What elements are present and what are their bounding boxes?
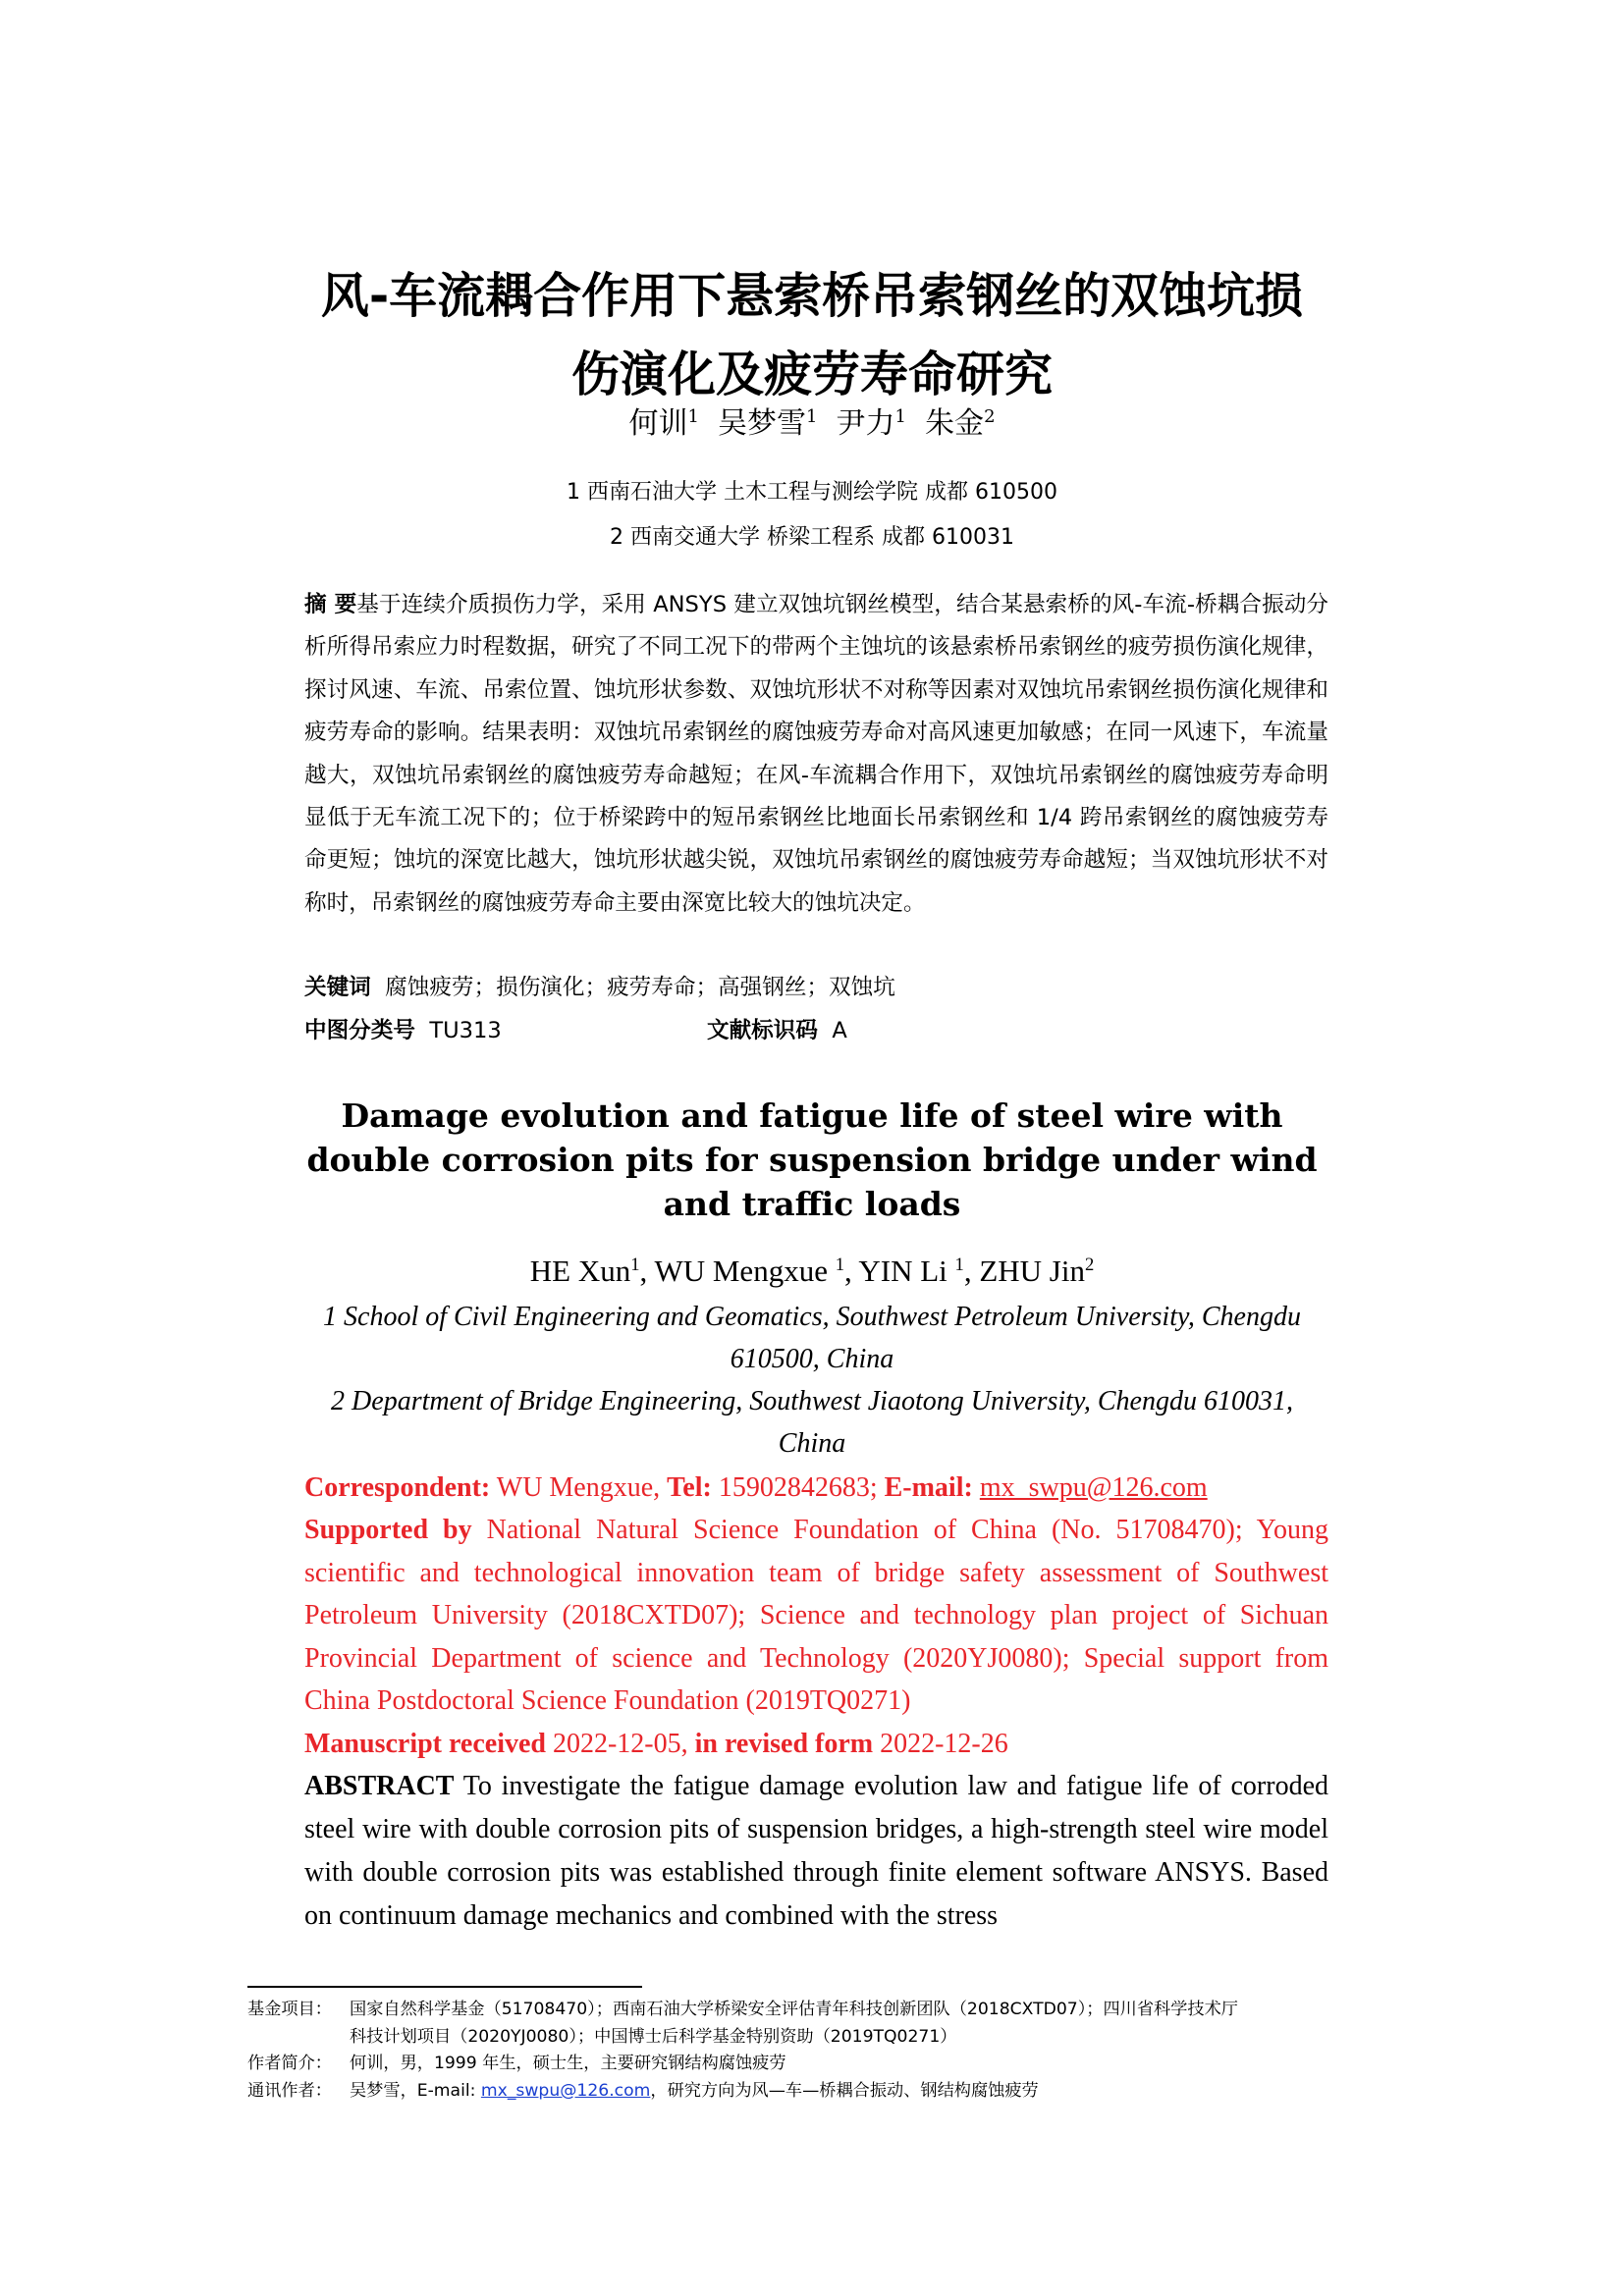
author-affiliation-mark: 1	[630, 1254, 640, 1275]
chinese-abstract-text: 基于连续介质损伤力学，采用 ANSYS 建立双蚀坑钢丝模型，结合某悬索桥的风-车流-桥耦合振动分析所得吊索应力时程数据，研究了不同工况下的带两个主蚀坑的该悬索桥吊索钢丝的疲劳损伤演化规律，探讨风速、车流、吊索位置、蚀坑形状参数、双蚀坑形状不对称等因素对双蚀坑吊索钢丝损伤演化规律和疲劳寿命的影响。结果表明：双蚀坑吊索钢丝的腐蚀疲劳寿命对高风速更加敏感；在同一风速下，车流量越大，双蚀坑吊索钢丝的腐蚀疲劳寿命越短；在风-车流耦合作用下，双蚀坑吊索钢丝的腐蚀疲劳寿命明显低于无车流工况下的；位于桥梁跨中的短吊索钢丝比地面长吊索钢丝和 1/4 跨吊索钢丝的腐蚀疲劳寿命更短；蚀坑的深宽比越大，蚀坑形状越尖锐，双蚀坑吊索钢丝的腐蚀疲劳寿命越短；当双蚀坑形状不对称时，吊索钢丝的腐蚀疲劳寿命主要由深宽比较大的蚀坑决定。	[304, 592, 1328, 916]
chinese-keywords	[304, 968, 1328, 1007]
fund-label: 基金项目：	[247, 2000, 332, 2019]
chinese-title	[245, 257, 1379, 414]
author-bio-label: 作者简介：	[247, 2054, 332, 2074]
received-label: Manuscript received	[304, 1729, 546, 1759]
chinese-title-line2: 伤演化及疲劳寿命研究	[570, 347, 1053, 402]
manuscript-dates	[304, 1723, 1328, 1766]
chinese-authors	[245, 402, 1379, 446]
tel-value: 15902842683;	[711, 1472, 885, 1503]
author-name: ZHU Jin	[979, 1254, 1085, 1288]
keywords-text: 腐蚀疲劳；损伤演化；疲劳寿命；高强钢丝；双蚀坑	[385, 975, 895, 1000]
correspondent-line	[304, 1467, 1328, 1510]
supported-label: Supported by	[304, 1515, 472, 1545]
footnote-divider	[247, 1986, 642, 1988]
funding-statement	[304, 1509, 1328, 1723]
received-date: 2022-12-05,	[545, 1729, 695, 1759]
author-name: YIN Li	[858, 1254, 955, 1288]
supported-text: National Natural Science Foundation of China (No. 51708470); Young scientific and technological innovation team of bridge safety assessment of Southwest Petroleum University (2018CXTD07); Science and technology plan project of Sichuan Provincial Department of science and Technology (2020YJ0080); Special support from China Postdoctoral Science Foundation (2019TQ0271)	[304, 1515, 1328, 1716]
author-affiliation-mark: 1	[806, 406, 818, 428]
footnotes	[247, 1997, 1386, 2105]
english-abstract	[304, 1765, 1328, 1938]
classification-label: 中图分类号	[304, 1018, 415, 1043]
footnote-author	[247, 2051, 1386, 2078]
fund-line1: 国家自然科学基金（51708470）；西南石油大学桥梁安全评估青年科技创新团队（2018CXTD07）；四川省科学技术厅	[350, 2000, 1238, 2019]
english-authors	[245, 1251, 1379, 1292]
correspondent-label: Correspondent:	[304, 1472, 491, 1503]
classification-value: TU313	[429, 1018, 502, 1043]
classification-row	[304, 1011, 1328, 1050]
correspondent-name: WU Mengxue,	[490, 1472, 668, 1503]
author-name: WU Mengxue	[654, 1254, 836, 1288]
author-name: 尹力	[836, 406, 895, 441]
footnote-corresponding	[247, 2078, 1386, 2106]
document-code	[707, 1011, 847, 1050]
author-affiliation-mark: 1	[954, 1254, 964, 1275]
chinese-title-line1: 风-车流耦合作用下悬索桥吊索钢丝的双蚀坑损	[320, 268, 1304, 324]
chinese-abstract	[304, 584, 1328, 925]
author-name: 吴梦雪	[718, 406, 806, 441]
author-name: 朱金	[925, 406, 985, 441]
fund-line2: 科技计划项目（2020YJ0080）；中国博士后科学基金特别资助（2019TQ0271）	[350, 2026, 957, 2047]
corresponding-label: 通讯作者：	[247, 2080, 332, 2101]
english-abstract-text: To investigate the fatigue damage evolution law and fatigue life of corroded steel wire with double corrosion pits of suspension bridges, a high-strength steel wire model with double corrosion pits was established through finite element software ANSYS. Based on continuum damage mechanics and combined with the stress	[304, 1771, 1328, 1931]
keywords-label: 关键词	[304, 975, 371, 1000]
document-code-label: 文献标识码	[707, 1018, 818, 1043]
revised-date: 2022-12-26	[873, 1729, 1008, 1759]
author-name: 何训	[628, 406, 688, 441]
author-separator: ,	[963, 1254, 980, 1288]
corresponding-email-link[interactable]: mx_swpu@126.com	[480, 2080, 651, 2101]
english-affiliation-1: 1 School of Civil Engineering and Geomatics, Southwest Petroleum University, Chengdu 610500, China	[323, 1302, 1301, 1374]
corresponding-suffix: ，研究方向为风—车—桥耦合振动、钢结构腐蚀疲劳	[650, 2080, 1039, 2101]
author-affiliation-mark: 2	[1084, 1254, 1095, 1275]
chinese-affiliation-1: 1 西南石油大学 土木工程与测绘学院 成都 610500	[567, 480, 1057, 505]
email-label: E-mail:	[884, 1472, 973, 1503]
author-separator: ,	[844, 1254, 859, 1288]
author-affiliation-mark: 2	[984, 406, 996, 428]
author-name: HE Xun	[529, 1254, 631, 1288]
english-affiliation-2: 2 Department of Bridge Engineering, Southwest Jiaotong University, Chengdu 610031, China	[331, 1386, 1293, 1459]
english-title: Damage evolution and fatigue life of steel wire with double corrosion pits for suspension bridge under wind and traffic loads	[306, 1096, 1318, 1223]
revised-label: in revised form	[694, 1729, 874, 1759]
english-abstract-label: ABSTRACT	[304, 1771, 455, 1801]
email-link[interactable]: mx_swpu@126.com	[979, 1472, 1208, 1503]
footnote-fund	[247, 1997, 1386, 2024]
tel-label: Tel:	[667, 1472, 712, 1503]
author-affiliation-mark: 1	[894, 406, 906, 428]
author-bio-text: 何训，男，1999 年生，硕士生，主要研究钢结构腐蚀疲劳	[350, 2054, 786, 2074]
corresponding-text	[350, 2078, 1039, 2106]
document-code-value: A	[832, 1018, 847, 1043]
chinese-abstract-label: 摘 要	[304, 592, 357, 617]
author-separator: ,	[639, 1254, 655, 1288]
author-affiliation-mark: 1	[687, 406, 699, 428]
author-affiliation-mark: 1	[835, 1254, 844, 1275]
chinese-affiliation-2: 2 西南交通大学 桥梁工程系 成都 610031	[610, 525, 1014, 550]
corresponding-prefix: 吴梦雪，E-mail:	[350, 2080, 481, 2101]
